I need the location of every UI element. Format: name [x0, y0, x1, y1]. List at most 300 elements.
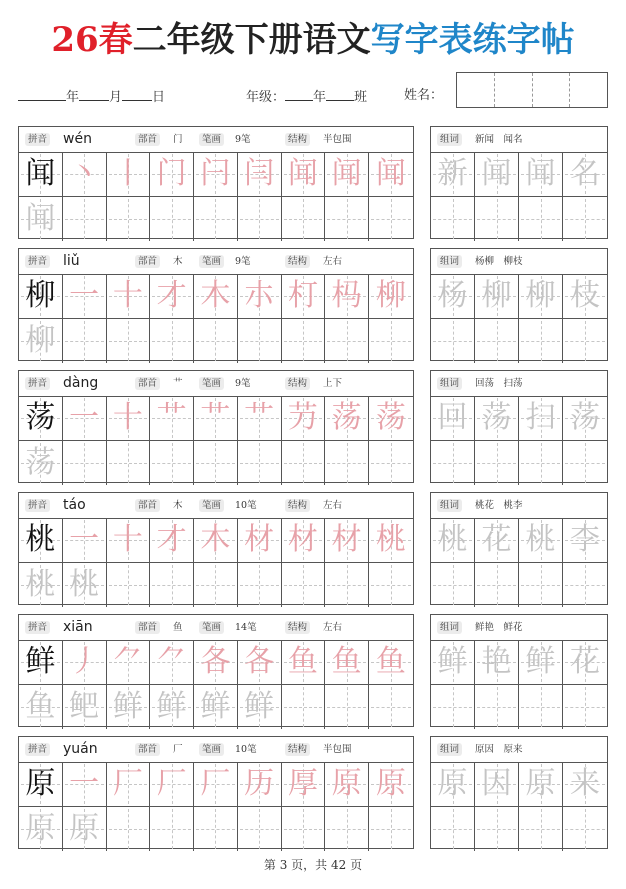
- trace-cell[interactable]: [107, 685, 151, 729]
- model-char-cell: [19, 518, 63, 562]
- word-trace-char: 桃: [525, 522, 556, 557]
- stroke-step-cell: [325, 152, 369, 196]
- words-text: 回荡 扫荡: [475, 378, 523, 389]
- word-blank-cell[interactable]: [519, 441, 563, 485]
- blank-practice-cell[interactable]: [369, 319, 413, 363]
- stroke-step-cell: [369, 396, 413, 440]
- strokes-tag: 笔画: [199, 377, 224, 390]
- stroke-step-char: 芀: [287, 400, 318, 435]
- writing-grid: [19, 762, 413, 848]
- trace-cell[interactable]: [194, 685, 238, 729]
- stroke-step-char: 原: [331, 766, 362, 801]
- char-info-header: [19, 615, 413, 641]
- word-trace-cell[interactable]: [431, 518, 475, 562]
- blank-practice-cell[interactable]: [369, 807, 413, 851]
- words-tag: 组词: [437, 743, 462, 756]
- blank-practice-cell[interactable]: [194, 319, 238, 363]
- word-trace-cell[interactable]: [563, 518, 607, 562]
- words-text: 桃花 桃李: [475, 500, 523, 511]
- stroke-order-row: [19, 152, 413, 196]
- stroke-step-char: 闻: [331, 156, 362, 191]
- words-tag: 组词: [437, 621, 462, 634]
- word-trace-char: 闻: [525, 156, 556, 191]
- stroke-step-char: 材: [287, 522, 318, 557]
- char-info-header: [19, 127, 413, 153]
- blank-practice-cell[interactable]: [63, 441, 107, 485]
- structure-value: 左右: [323, 256, 343, 267]
- blank-practice-cell[interactable]: [282, 563, 326, 607]
- blank-practice-cell[interactable]: [107, 319, 151, 363]
- trace-cell[interactable]: [19, 685, 63, 729]
- stroke-step-char: 艹: [156, 400, 187, 435]
- stroke-order-row: [19, 640, 413, 684]
- words-tag: 组词: [437, 377, 462, 390]
- stroke-step-cell: [325, 640, 369, 684]
- blank-practice-cell[interactable]: [194, 807, 238, 851]
- word-blank-row: [431, 806, 607, 851]
- writing-grid: [19, 640, 413, 726]
- month-label: 月: [109, 90, 123, 105]
- strokes-tag: 笔画: [199, 255, 224, 268]
- stroke-step-cell: [107, 640, 151, 684]
- char-practice-grid: [18, 370, 414, 483]
- word-blank-cell[interactable]: [563, 685, 607, 729]
- radical-value: 艹: [173, 378, 183, 389]
- word-trace-char: 回: [437, 400, 468, 435]
- grade-label: 年级：: [246, 90, 286, 105]
- blank-practice-cell[interactable]: [107, 441, 151, 485]
- radical-tag: 部首: [135, 133, 160, 146]
- stroke-step-cell: [325, 274, 369, 318]
- grade-blank[interactable]: [285, 88, 313, 101]
- word-writing-grid: [431, 274, 607, 360]
- stroke-step-cell: [150, 518, 194, 562]
- blank-practice-cell[interactable]: [63, 197, 107, 241]
- blank-practice-cell[interactable]: [325, 807, 369, 851]
- word-blank-row: [431, 318, 607, 363]
- word-trace-cell[interactable]: [475, 274, 519, 318]
- blank-practice-cell[interactable]: [369, 685, 413, 729]
- word-trace-cell[interactable]: [431, 274, 475, 318]
- stroke-order-row: [19, 518, 413, 562]
- blank-practice-cell[interactable]: [325, 319, 369, 363]
- stroke-step-cell: [369, 274, 413, 318]
- word-trace-cell[interactable]: [519, 274, 563, 318]
- trace-cell[interactable]: [19, 441, 63, 485]
- stroke-step-cell: [238, 762, 282, 806]
- word-trace-char: 扫: [525, 400, 556, 435]
- word-blank-cell[interactable]: [519, 685, 563, 729]
- char-practice-grid: [18, 248, 414, 361]
- stroke-step-cell: [194, 152, 238, 196]
- words-header: [431, 737, 607, 763]
- model-char: 桃: [25, 522, 56, 557]
- stroke-step-cell: [107, 518, 151, 562]
- stroke-step-char: 厂: [200, 766, 231, 801]
- stroke-step-cell: [369, 518, 413, 562]
- practice-row: [19, 806, 413, 851]
- blank-practice-cell[interactable]: [238, 197, 282, 241]
- stroke-step-char: 闩: [200, 156, 231, 191]
- stroke-step-cell: [194, 396, 238, 440]
- word-blank-cell[interactable]: [475, 441, 519, 485]
- character-block: [18, 736, 608, 849]
- blank-practice-cell[interactable]: [325, 441, 369, 485]
- blank-practice-cell[interactable]: [282, 807, 326, 851]
- word-trace-char: 柳: [525, 278, 556, 313]
- blank-practice-cell[interactable]: [369, 197, 413, 241]
- word-trace-cell[interactable]: [563, 640, 607, 684]
- trace-cell[interactable]: [63, 563, 107, 607]
- word-blank-cell[interactable]: [563, 197, 607, 241]
- stroke-step-cell: [150, 396, 194, 440]
- blank-practice-cell[interactable]: [107, 807, 151, 851]
- word-blank-cell[interactable]: [563, 563, 607, 607]
- word-trace-cell[interactable]: [431, 396, 475, 440]
- stroke-step-cell: [238, 396, 282, 440]
- blank-practice-cell[interactable]: [282, 319, 326, 363]
- word-blank-cell[interactable]: [475, 685, 519, 729]
- class-label: 班: [354, 90, 368, 105]
- stroke-step-char: 艹: [244, 400, 275, 435]
- trace-char: 闻: [25, 201, 56, 236]
- radical-tag: 部首: [135, 499, 160, 512]
- structure-tag: 结构: [285, 377, 310, 390]
- trace-cell[interactable]: [238, 685, 282, 729]
- stroke-order-row: [19, 274, 413, 318]
- stroke-step-cell: [150, 762, 194, 806]
- word-trace-row: [431, 640, 607, 684]
- word-trace-cell[interactable]: [475, 152, 519, 196]
- char-info-header: [19, 737, 413, 763]
- trace-cell[interactable]: [19, 197, 63, 241]
- blank-practice-cell[interactable]: [194, 197, 238, 241]
- trace-char: 桃: [25, 567, 56, 602]
- word-trace-row: [431, 396, 607, 440]
- word-trace-char: 荡: [481, 400, 512, 435]
- word-trace-cell[interactable]: [431, 762, 475, 806]
- stroke-step-cell: [369, 762, 413, 806]
- word-trace-cell[interactable]: [519, 640, 563, 684]
- word-trace-cell[interactable]: [475, 518, 519, 562]
- structure-value: 上下: [323, 378, 343, 389]
- trace-cell[interactable]: [19, 807, 63, 851]
- stroke-step-cell: [282, 518, 326, 562]
- strokes-value: 10笔: [235, 744, 257, 755]
- word-trace-char: 花: [570, 644, 600, 679]
- trace-cell[interactable]: [19, 563, 63, 607]
- stroke-step-cell: [107, 152, 151, 196]
- stroke-step-cell: [107, 396, 151, 440]
- word-blank-cell[interactable]: [475, 319, 519, 363]
- word-practice-grid: [430, 370, 608, 483]
- blank-practice-cell[interactable]: [282, 197, 326, 241]
- word-trace-char: 闻: [481, 156, 512, 191]
- pinyin-value: wén: [63, 131, 92, 147]
- blank-practice-cell[interactable]: [238, 563, 282, 607]
- pinyin-tag: 拼音: [25, 133, 50, 146]
- word-blank-cell[interactable]: [475, 563, 519, 607]
- word-trace-cell[interactable]: [519, 152, 563, 196]
- word-blank-cell[interactable]: [519, 807, 563, 851]
- word-writing-grid: [431, 152, 607, 238]
- char-info-header: [19, 249, 413, 275]
- stroke-step-char: 各: [244, 644, 275, 679]
- year-blank[interactable]: [18, 88, 66, 101]
- blank-practice-cell[interactable]: [325, 563, 369, 607]
- stroke-step-char: 鱼: [331, 644, 362, 679]
- word-trace-char: 柳: [481, 278, 512, 313]
- stroke-step-cell: [282, 274, 326, 318]
- radical-tag: 部首: [135, 743, 160, 756]
- word-trace-char: 枝: [570, 278, 600, 313]
- radical-tag: 部首: [135, 621, 160, 634]
- words-tag: 组词: [437, 133, 462, 146]
- char-info-header: [19, 371, 413, 397]
- strokes-tag: 笔画: [199, 499, 224, 512]
- word-trace-cell[interactable]: [563, 396, 607, 440]
- words-text: 新闻 闻名: [475, 134, 523, 145]
- character-block: [18, 126, 608, 239]
- blank-practice-cell[interactable]: [325, 197, 369, 241]
- word-trace-cell[interactable]: [563, 762, 607, 806]
- stroke-step-char: 门: [156, 156, 187, 191]
- stroke-step-char: 桃: [375, 522, 406, 557]
- word-trace-char: 来: [570, 766, 600, 801]
- word-blank-cell[interactable]: [519, 197, 563, 241]
- word-blank-cell[interactable]: [563, 441, 607, 485]
- stroke-step-char: 各: [200, 644, 231, 679]
- word-trace-row: [431, 762, 607, 806]
- writing-grid: [19, 518, 413, 604]
- model-char-cell: [19, 762, 63, 806]
- word-trace-cell[interactable]: [475, 396, 519, 440]
- character-block: [18, 492, 608, 605]
- pinyin-value: yuán: [63, 741, 98, 757]
- stroke-step-cell: [194, 518, 238, 562]
- date-field: [18, 88, 165, 106]
- character-block: [18, 248, 608, 361]
- char-practice-grid: [18, 492, 414, 605]
- word-blank-row: [431, 196, 607, 241]
- strokes-value: 9笔: [235, 378, 251, 389]
- stroke-step-char: 鱼: [287, 644, 318, 679]
- model-char-cell: [19, 274, 63, 318]
- stroke-step-char: 朾: [287, 278, 318, 313]
- word-trace-char: 鲜: [525, 644, 556, 679]
- word-blank-cell[interactable]: [431, 685, 475, 729]
- trace-char: 鲜: [156, 689, 187, 724]
- stroke-step-cell: [325, 518, 369, 562]
- grade-year-label: 年: [313, 90, 327, 105]
- word-trace-char: 新: [437, 156, 468, 191]
- word-blank-cell[interactable]: [431, 197, 475, 241]
- blank-practice-cell[interactable]: [282, 685, 326, 729]
- word-trace-char: 原: [437, 766, 468, 801]
- class-blank[interactable]: [326, 88, 354, 101]
- radical-tag: 部首: [135, 255, 160, 268]
- word-trace-char: 荡: [570, 400, 600, 435]
- blank-practice-cell[interactable]: [194, 563, 238, 607]
- word-blank-cell[interactable]: [475, 197, 519, 241]
- stroke-step-char: 鱼: [375, 644, 406, 679]
- word-trace-char: 名: [570, 156, 600, 191]
- model-char: 荡: [25, 400, 56, 435]
- stroke-step-cell: [369, 152, 413, 196]
- blank-practice-cell[interactable]: [107, 197, 151, 241]
- word-trace-cell[interactable]: [563, 152, 607, 196]
- stroke-step-char: 厂: [112, 766, 143, 801]
- word-trace-cell[interactable]: [431, 152, 475, 196]
- stroke-step-char: 木: [200, 522, 231, 557]
- practice-row: [19, 562, 413, 607]
- trace-char: 原: [69, 811, 100, 846]
- title-part-black: 二年级下册语文: [132, 20, 371, 60]
- trace-cell[interactable]: [63, 807, 107, 851]
- word-trace-cell[interactable]: [563, 274, 607, 318]
- word-trace-cell[interactable]: [519, 518, 563, 562]
- stroke-step-char: 柳: [375, 278, 406, 313]
- stroke-step-char: 丿: [69, 644, 100, 679]
- structure-value: 左右: [323, 500, 343, 511]
- word-blank-cell[interactable]: [519, 563, 563, 607]
- stroke-step-cell: [63, 396, 107, 440]
- radical-value: 鱼: [173, 622, 183, 633]
- word-blank-cell[interactable]: [475, 807, 519, 851]
- blank-practice-cell[interactable]: [194, 441, 238, 485]
- stroke-step-char: 材: [244, 522, 275, 557]
- stroke-step-cell: [63, 640, 107, 684]
- word-trace-cell[interactable]: [475, 762, 519, 806]
- pinyin-value: dàng: [63, 375, 99, 391]
- blank-practice-cell[interactable]: [107, 563, 151, 607]
- stroke-step-char: 闫: [244, 156, 275, 191]
- structure-value: 半包围: [323, 744, 352, 755]
- writing-grid: [19, 396, 413, 482]
- trace-cell[interactable]: [150, 685, 194, 729]
- writing-grid: [19, 274, 413, 360]
- strokes-value: 9笔: [235, 256, 251, 267]
- word-blank-row: [431, 684, 607, 729]
- blank-practice-cell[interactable]: [238, 441, 282, 485]
- blank-practice-cell[interactable]: [238, 319, 282, 363]
- word-trace-cell[interactable]: [431, 640, 475, 684]
- stroke-order-row: [19, 396, 413, 440]
- blank-practice-cell[interactable]: [150, 197, 194, 241]
- word-trace-char: 艳: [481, 644, 512, 679]
- blank-practice-cell[interactable]: [238, 807, 282, 851]
- stroke-step-char: ⺈: [156, 644, 187, 679]
- trace-char: 鲃: [69, 689, 100, 724]
- stroke-step-char: 十: [112, 522, 143, 557]
- page-title: [0, 18, 626, 62]
- words-text: 原因 原来: [475, 744, 523, 755]
- word-trace-cell[interactable]: [475, 640, 519, 684]
- word-writing-grid: [431, 762, 607, 848]
- blank-practice-cell[interactable]: [63, 319, 107, 363]
- stroke-step-cell: [150, 274, 194, 318]
- word-trace-char: 原: [525, 766, 556, 801]
- blank-practice-cell[interactable]: [325, 685, 369, 729]
- word-blank-row: [431, 562, 607, 607]
- structure-tag: 结构: [285, 255, 310, 268]
- name-writing-grid[interactable]: [456, 72, 608, 108]
- structure-value: 左右: [323, 622, 343, 633]
- word-blank-cell[interactable]: [431, 563, 475, 607]
- word-blank-cell[interactable]: [563, 319, 607, 363]
- trace-char: 鲜: [112, 689, 143, 724]
- strokes-tag: 笔画: [199, 621, 224, 634]
- radical-value: 木: [173, 256, 183, 267]
- pinyin-value: liǔ: [63, 253, 80, 269]
- words-header: [431, 249, 607, 275]
- blank-practice-cell[interactable]: [150, 441, 194, 485]
- model-char: 柳: [25, 278, 56, 313]
- writing-grid: [19, 152, 413, 238]
- stroke-step-char: 厂: [156, 766, 187, 801]
- stroke-step-char: 十: [112, 278, 143, 313]
- word-blank-cell[interactable]: [431, 319, 475, 363]
- word-practice-grid: [430, 126, 608, 239]
- words-text: 杨柳 柳枝: [475, 256, 523, 267]
- blank-practice-cell[interactable]: [369, 441, 413, 485]
- words-tag: 组词: [437, 499, 462, 512]
- stroke-step-char: 朩: [244, 278, 275, 313]
- stroke-step-cell: [325, 396, 369, 440]
- stroke-step-char: 木: [200, 278, 231, 313]
- pinyin-tag: 拼音: [25, 255, 50, 268]
- word-blank-cell[interactable]: [519, 319, 563, 363]
- day-blank[interactable]: [122, 88, 152, 101]
- stroke-step-cell: [282, 762, 326, 806]
- stroke-step-cell: [238, 518, 282, 562]
- blank-practice-cell[interactable]: [282, 441, 326, 485]
- trace-cell[interactable]: [63, 685, 107, 729]
- trace-char: 荡: [25, 445, 56, 480]
- blank-practice-cell[interactable]: [150, 319, 194, 363]
- word-trace-cell[interactable]: [519, 762, 563, 806]
- stroke-step-cell: [150, 152, 194, 196]
- char-practice-grid: [18, 126, 414, 239]
- pinyin-value: xiān: [63, 619, 93, 635]
- month-blank[interactable]: [79, 88, 109, 101]
- word-practice-grid: [430, 492, 608, 605]
- word-trace-row: [431, 152, 607, 196]
- stroke-step-char: 丶: [69, 156, 100, 191]
- trace-char: 鱼: [25, 689, 56, 724]
- word-trace-char: 桃: [437, 522, 468, 557]
- stroke-step-cell: [194, 640, 238, 684]
- stroke-step-char: 丨: [112, 156, 143, 191]
- trace-char: 鲜: [244, 689, 275, 724]
- trace-cell[interactable]: [19, 319, 63, 363]
- words-header: [431, 493, 607, 519]
- stroke-step-char: 才: [156, 522, 187, 557]
- strokes-value: 9笔: [235, 134, 251, 145]
- blank-practice-cell[interactable]: [369, 563, 413, 607]
- stroke-step-char: 一: [69, 278, 100, 313]
- radical-tag: 部首: [135, 377, 160, 390]
- pinyin-tag: 拼音: [25, 499, 50, 512]
- word-trace-cell[interactable]: [519, 396, 563, 440]
- stroke-step-char: 历: [244, 766, 275, 801]
- stroke-step-char: 一: [69, 400, 100, 435]
- word-blank-cell[interactable]: [431, 441, 475, 485]
- blank-practice-cell[interactable]: [150, 807, 194, 851]
- word-blank-cell[interactable]: [563, 807, 607, 851]
- blank-practice-cell[interactable]: [150, 563, 194, 607]
- word-blank-cell[interactable]: [431, 807, 475, 851]
